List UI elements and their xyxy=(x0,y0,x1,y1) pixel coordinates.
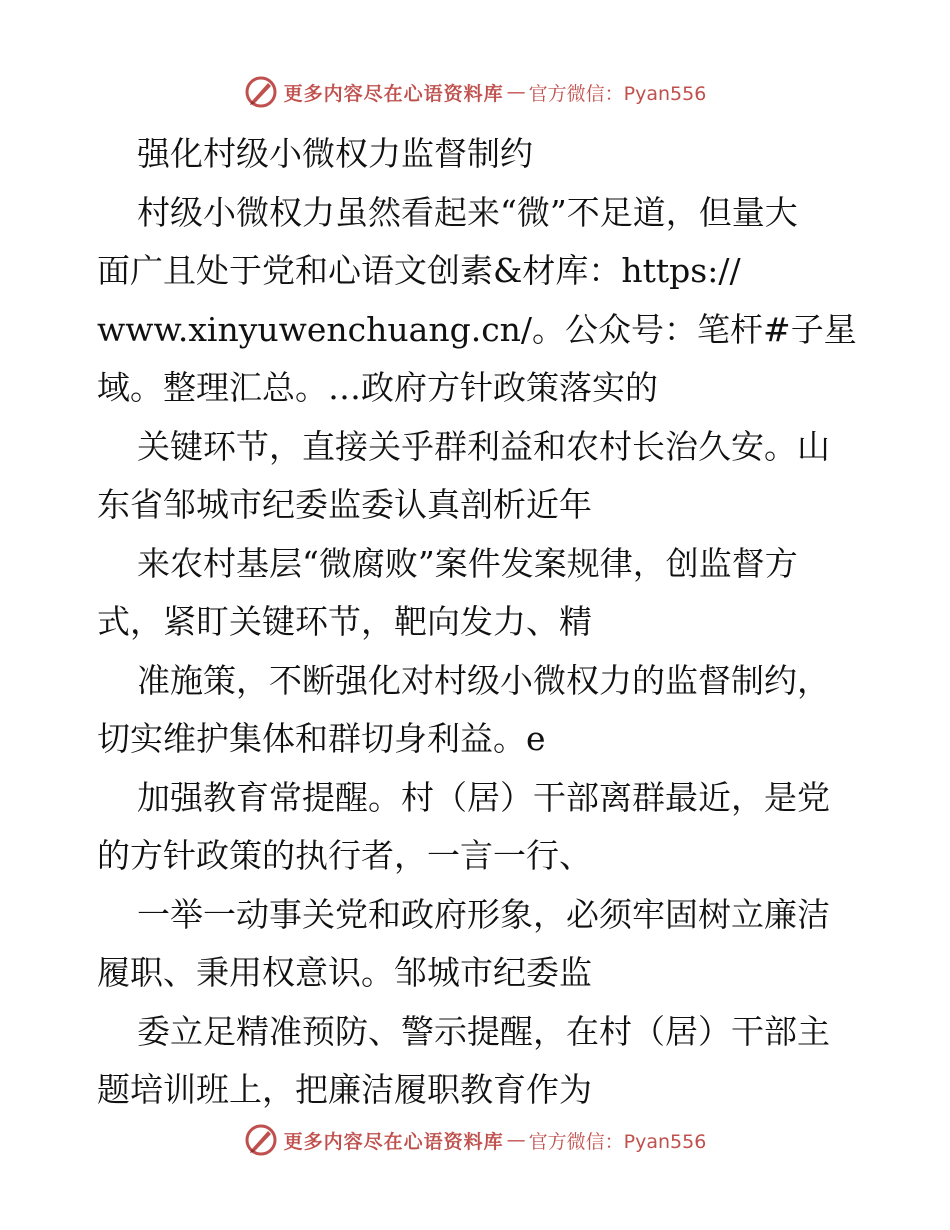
header-banner xyxy=(0,72,950,112)
text-line: 履职、秉用权意识。邹城市纪委监 xyxy=(97,953,592,992)
banner-contact: 官方微信：Pyan556 xyxy=(528,1130,707,1153)
banner-text: 更多内容尽在心语资料库 xyxy=(283,1130,504,1153)
banner-separator: — xyxy=(506,81,526,103)
text-line: 准施策，不断强化对村级小微权力的监督制约， xyxy=(137,660,830,700)
text-line: 面广且处于党和心语文创素&材库：https:// xyxy=(97,251,741,290)
document-body xyxy=(97,125,857,1120)
banner-separator: — xyxy=(506,1129,526,1151)
text-line: www.xinyuwenchuang.cn/。公众号：笔杆#子星 xyxy=(97,309,857,349)
text-line: 域。整理汇总。…政府方针政策落实的 xyxy=(97,368,658,407)
text-line: 加强教育常提醒。村（居）干部离群最近，是党 xyxy=(137,777,830,817)
text-line: 切实维护集体和群切身利益。e xyxy=(97,719,546,758)
text-line: 的方针政策的执行者，一言一行、 xyxy=(97,836,592,875)
text-line: 关键环节，直接关乎群利益和农村长治久安。山 xyxy=(137,426,830,466)
text-line: 题培训班上，把廉洁履职教育作为 xyxy=(97,1070,592,1109)
text-line: 式，紧盯关键环节，靶向发力、精 xyxy=(97,602,592,641)
banner-text: 更多内容尽在心语资料库 xyxy=(283,82,504,105)
banner-contact: 官方微信：Pyan556 xyxy=(528,82,707,105)
text-line: 东省邹城市纪委监委认真剖析近年 xyxy=(97,485,592,524)
text-line: 委立足精准预防、警示提醒，在村（居）干部主 xyxy=(137,1011,830,1051)
quill-pen-icon xyxy=(244,75,278,109)
document-title: 强化村级小微权力监督制约 xyxy=(137,134,533,173)
footer-banner xyxy=(0,1120,950,1160)
text-line: 来农村基层“微腐败”案件发案规律，创监督方 xyxy=(137,543,798,583)
text-line: 村级小微权力虽然看起来“微”不足道，但量大 xyxy=(137,192,798,232)
text-line: 一举一动事关党和政府形象，必须牢固树立廉洁 xyxy=(137,894,830,934)
quill-pen-icon xyxy=(244,1123,278,1157)
